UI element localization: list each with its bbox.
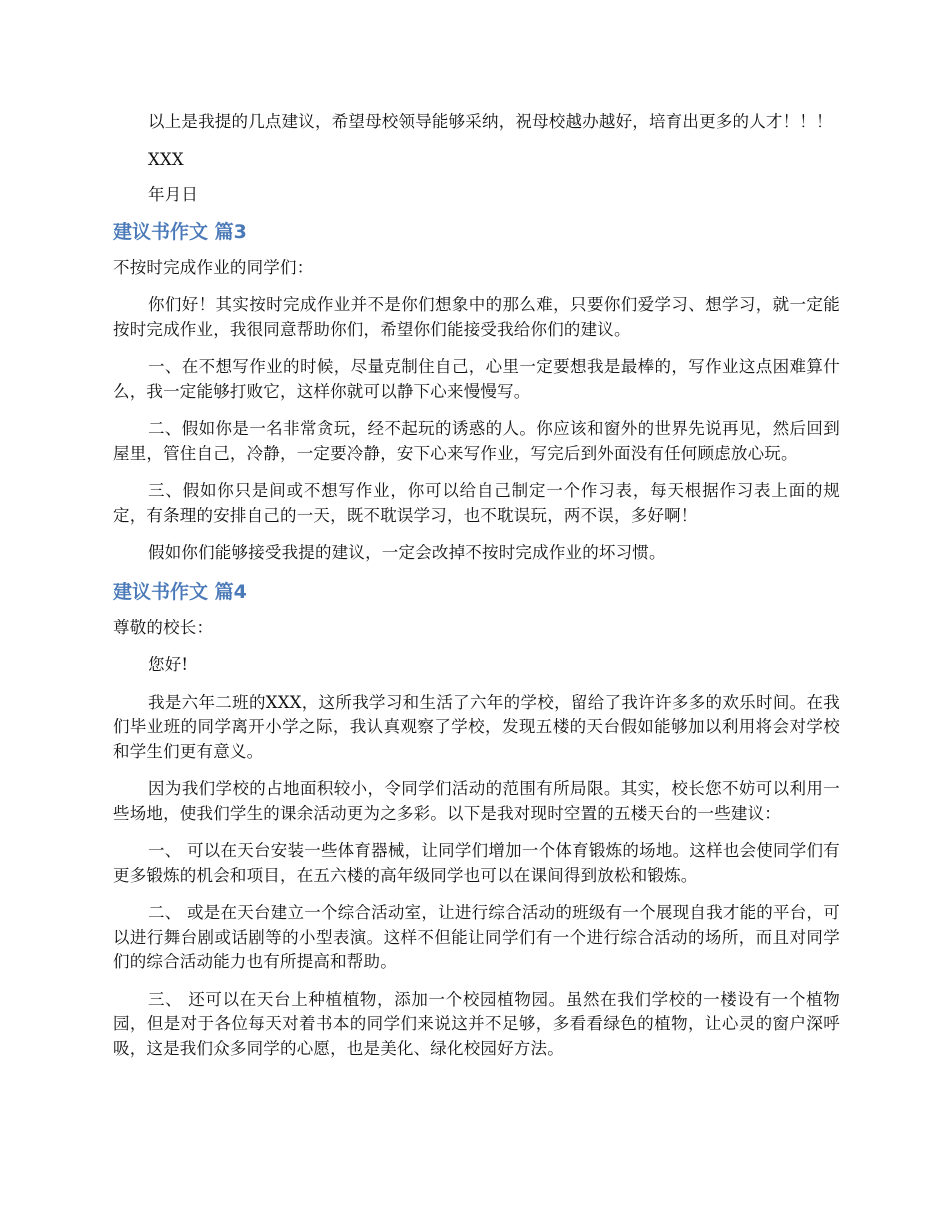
document-page (113, 110, 840, 1061)
section-heading-3: 建议书作文 篇3 (113, 220, 247, 243)
body-paragraph: 你们好！其实按时完成作业并不是你们想象中的那么难，只要你们爱学习、想学习，就一定能按时完成作业，我很同意帮助你们，希望你们能接受我给你们的建议。 (113, 295, 840, 339)
signature: XXX (148, 149, 184, 169)
body-paragraph: 一、 可以在天台安装一些体育器械，让同学们增加一个体育锻炼的场地。这样也会使同学们有更多锻炼的机会和项目，在五六楼的高年级同学也可以在课间得到放松和锻炼。 (113, 841, 840, 885)
body-paragraph: 三、假如你只是间或不想写作业，你可以给自己制定一个作习表，每天根据作习表上面的规定，有条理的安排自己的一天，既不耽误学习，也不耽误玩，两不误，多好啊！ (113, 481, 840, 525)
body-paragraph: 三、 还可以在天台上种植植物，添加一个校园植物园。虽然在我们学校的一楼设有一个植物园，但是对于各位每天对着书本的同学们来说这并不足够，多看看绿色的植物，让心灵的窗户深呼吸，这是我们众多同学的心愿，也是美化、绿化校园好方法。 (113, 989, 840, 1058)
body-paragraph: 因为我们学校的占地面积较小，令同学们活动的范围有所局限。其实，校长您不妨可以利用一些场地，使我们学生的课余活动更为之多彩。以下是我对现时空置的五楼天台的一些建议： (113, 779, 840, 823)
date-line: 年月日 (148, 185, 199, 204)
greeting: 您好! (148, 655, 189, 674)
salutation: 尊敬的校长： (113, 617, 214, 637)
section-heading-4: 建议书作文 篇4 (113, 580, 247, 603)
body-paragraph: 我是六年二班的XXX，这所我学习和生活了六年的学校，留给了我许许多多的欢乐时间。在我们毕业班的同学离开小学之际，我认真观察了学校，发现五楼的天台假如能够加以利用将会对学校和学生们更有意义。 (113, 692, 840, 761)
body-paragraph: 二、假如你是一名非常贪玩，经不起玩的诱惑的人。你应该和窗外的世界先说再见，然后回到屋里，管住自己，冷静，一定要冷静，安下心来写作业，写完后到外面没有任何顾虑放心玩。 (113, 419, 840, 463)
body-paragraph: 二、 或是在天台建立一个综合活动室，让进行综合活动的班级有一个展现自我才能的平台，可以进行舞台剧或话剧等的小型表演。这样不但能让同学们有一个进行综合活动的场所，而且对同学们的综合活动能力也有所提高和帮助。 (113, 903, 840, 971)
body-paragraph: 假如你们能够接受我提的建议，一定会改掉不按时完成作业的坏习惯。 (148, 543, 666, 562)
body-paragraph: 一、在不想写作业的时候，尽量克制住自己，心里一定要想我是最棒的，写作业这点困难算什么，我一定能够打败它，这样你就可以静下心来慢慢写。 (113, 357, 840, 401)
salutation: 不按时完成作业的同学们： (113, 257, 314, 277)
closing-paragraph: 以上是我提的几点建议，希望母校领导能够采纳，祝母校越办越好，培育出更多的人才！！！ (148, 112, 833, 131)
